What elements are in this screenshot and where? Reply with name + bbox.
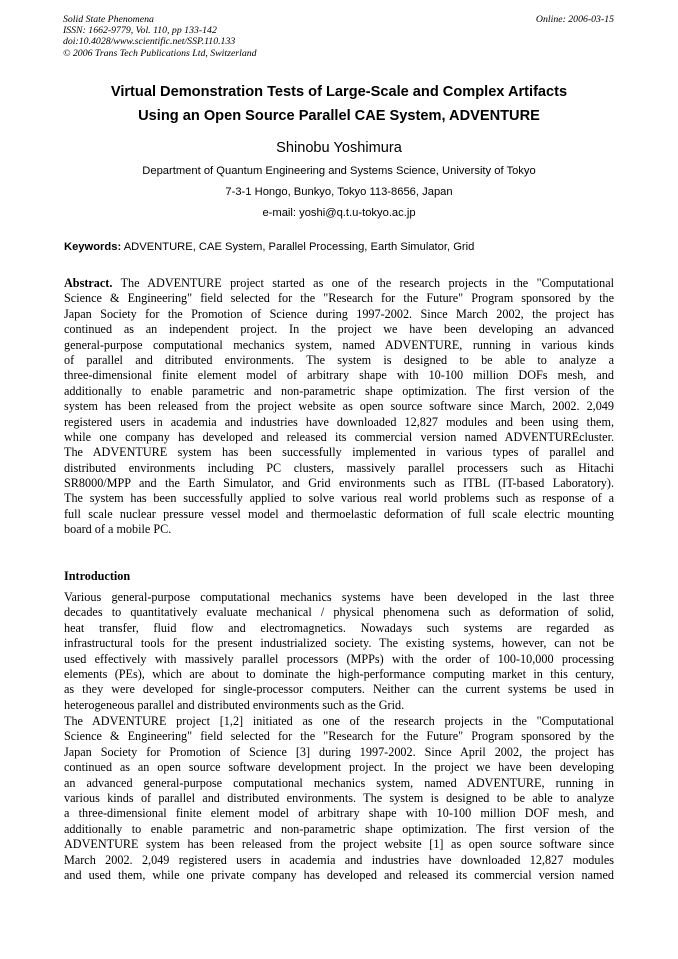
issn: ISSN: 1662-9779, Vol. 110, pp 133-142 [63,25,217,37]
title-line-2: Using an Open Source Parallel CAE System, ADVENTURE [138,108,540,124]
abstract-line: system has been released from the project website as open source software since March, 2002. 2,049 [64,399,614,414]
abstract-line: registered users in academia and industries have downloaded 12,827 modules and been using them, [64,414,614,429]
abstract-line: The ADVENTURE system has been successfully implemented in various types of parallel and [64,445,614,460]
abstract-line: Abstract. The ADVENTURE project started as one of the research projects in the "Computational [64,276,614,290]
author-name: Shinobu Yoshimura [276,140,402,156]
abstract-line: Science & Engineering" field selected for the "Research for the Future" Program sponsored by the [64,291,614,306]
journal-name: Solid State Phenomena [63,14,154,25]
abstract-line: distributed environments including PC clusters, massively parallel processers such as Hitachi [64,460,614,475]
abstract-line: continued as an independent project. In the project we have been developing an advanced [64,322,614,337]
introduction-paragraph-1 [64,590,614,713]
intro-line: The ADVENTURE project [1,2] initiated as one of the research projects in the "Computational [64,714,614,728]
intro-line: ADVENTURE system has been released from the project website [1] as open source software since [64,837,614,852]
intro-line: and used them, while one private company has developed and released its commercial version named [64,867,614,882]
affiliation-address: 7-3-1 Hongo, Bunkyo, Tokyo 113-8656, Japan [225,186,453,198]
copyright: © 2006 Trans Tech Publications Ltd, Switzerland [63,47,257,59]
intro-line: Science & Engineering" field selected for the "Research for the Future" Program sponsored by the [64,729,614,744]
abstract-line: general-purpose computational mechanics system, named ADVENTURE, running in various kinds [64,337,614,352]
introduction-paragraph-2 [64,714,614,883]
abstract-line: full scale nuclear pressure vessel model and thermoelastic deformation of full scale electric mounting [64,506,614,521]
doi: doi:10.4028/www.scientific.net/SSP.110.133 [63,36,236,48]
intro-line: March 2002. 2,049 registered users in academia and industries have downloaded 12,827 modules [64,852,614,867]
abstract-line: three-dimensional finite element model of arbitrary shape with 10-100 million DOFs mesh, and [64,368,614,383]
intro-line: decades to quantitatively evaluate mechanical / physical phenomena such as deformation of solid, [64,605,614,620]
abstract [64,276,614,538]
abstract-line: The system has been successfully applied to solve various real world problems such as response of a [64,491,614,506]
keywords-label: Keywords: [64,241,122,253]
abstract-line: SR8000/MPP and the Earth Simulator, and Grid environments such as ITBL (IT-based Laboratory). [64,476,614,491]
section-heading-introduction: Introduction [64,569,131,583]
keywords [64,239,624,255]
intro-line: as they were developed for single-processor computers. Neither can the current systems be used in [64,682,614,697]
intro-line: continued as an open source software development project. In the project we have been developing [64,760,614,775]
intro-line: used effectively with massively parallel processors (MPPs) with the order of 100-10,000 processing [64,651,614,666]
paper-title [40,80,638,128]
intro-line: Various general-purpose computational mechanics systems have been developed in the last three [64,590,614,604]
intro-line: elements (PEs), which are about to dominate the high-performance computing market in this century, [64,666,614,681]
abstract-label: Abstract. [64,276,113,290]
intro-line: infrastructural tools for the present industrialized society. The existing systems, however, can not be [64,636,614,651]
abstract-line: while one company has developed and released its commercial version named ADVENTUREcluster. [64,429,614,444]
abstract-line: additionally to enable parametric and non-parametric shape optimization. The first version of the [64,383,614,398]
journal-meta [63,14,257,59]
intro-line: additionally to enable parametric and non-parametric shape optimization. The first version of the [64,821,614,836]
title-line-1: Virtual Demonstration Tests of Large-Scale and Complex Artifacts [110,84,568,100]
abstract-line: of parallel and ditributed environments. The system is designed to be able to analyze a [64,352,614,367]
intro-line: heterogeneous parallel and distributed environments such as the Grid. [64,697,405,712]
intro-line: a three-dimensional finite element model of arbitrary shape with 10-100 million DOF mesh, and [64,806,614,821]
intro-line: an advanced general-purpose computational mechanics system, named ADVENTURE, running in [64,775,614,790]
intro-line: Japan Society for Promotion of Science [3] during 1997-2002. Since April 2002, the project has [64,744,614,759]
affiliation-email: e-mail: yoshi@q.t.u-tokyo.ac.jp [262,207,416,219]
abstract-line: Japan Society for the Promotion of Science during 1997-2002. Since March 2002, the project has [64,306,614,321]
intro-line: various kinds of parallel and distributed environments. The system is designed to be able to analyze [64,790,614,805]
affiliation-department: Department of Quantum Engineering and Systems Science, University of Tokyo [142,165,536,177]
keywords-text: ADVENTURE, CAE System, Parallel Processing, Earth Simulator, Grid [121,241,475,253]
affiliation [40,161,638,224]
online-date: Online: 2006-03-15 [535,14,614,25]
abstract-line: board of a mobile PC. [64,522,172,537]
intro-line: heat transfer, fluid flow and electromagnetics. Nowadays such systems are regarded as [64,620,614,635]
